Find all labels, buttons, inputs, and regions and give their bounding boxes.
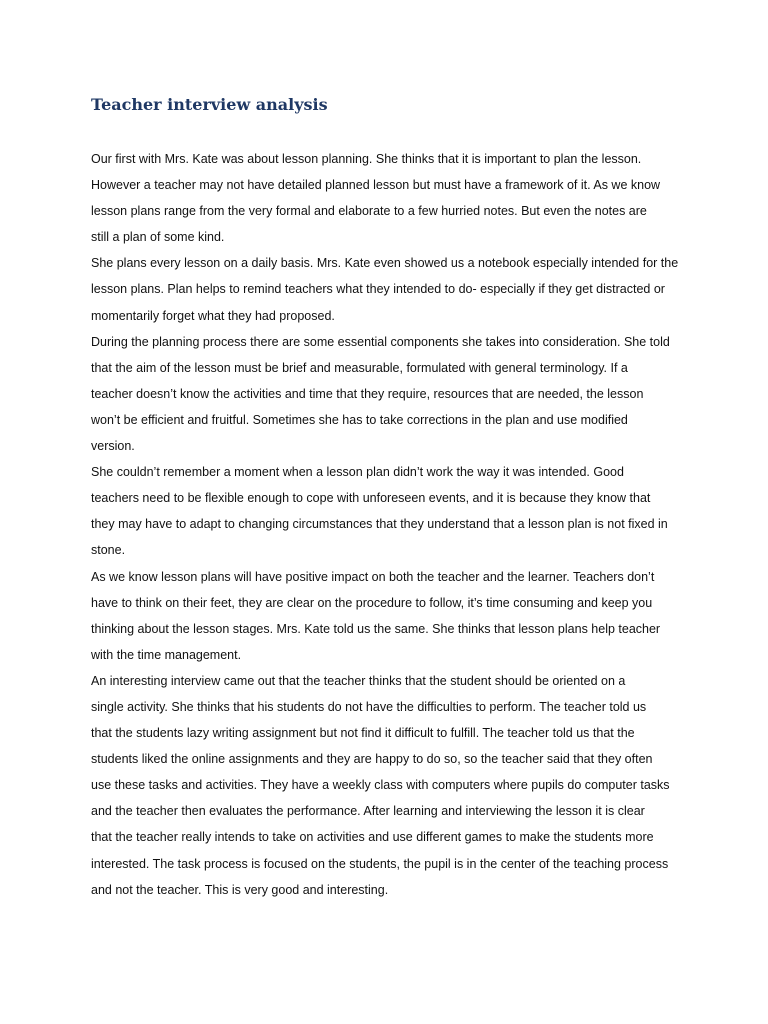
- text-line: An interesting interview came out that the teacher thinks that the student should be oriented on a: [91, 673, 626, 688]
- text-line: and not the teacher. This is very good and interesting.: [91, 882, 389, 897]
- text-line: She plans every lesson on a daily basis. Mrs. Kate even showed us a notebook especially intended for the: [91, 256, 679, 271]
- text-line: with the time management.: [91, 647, 242, 662]
- text-line: that the students lazy writing assignment but not find it difficult to fulfill. The teacher told us that the: [91, 726, 635, 741]
- text-line: stone.: [91, 543, 126, 558]
- document-title: Teacher interview analysis: [91, 95, 328, 114]
- text-line: lesson plans. Plan helps to remind teachers what they intended to do- especially if they get distracted or: [91, 282, 665, 297]
- text-line: they may have to adapt to changing circumstances that they understand that a lesson plan is not fixed in: [91, 517, 668, 532]
- text-line: that the teacher really intends to take on activities and use different games to make the students more: [91, 830, 654, 845]
- document-body: [91, 146, 691, 903]
- text-line: lesson plans range from the very formal and elaborate to a few hurried notes. But even the notes are: [91, 204, 647, 219]
- text-line: As we know lesson plans will have positive impact on both the teacher and the learner. Teachers don’t: [91, 569, 655, 584]
- text-line: single activity. She thinks that his students do not have the difficulties to perform. The teacher told us: [91, 699, 647, 714]
- text-line: still a plan of some kind.: [91, 230, 225, 245]
- text-line: and the teacher then evaluates the performance. After learning and interviewing the lesson it is clear: [91, 804, 645, 819]
- text-line: teachers need to be flexible enough to cope with unforeseen events, and it is because they know that: [91, 491, 651, 506]
- text-line: She couldn’t remember a moment when a lesson plan didn’t work the way it was intended. Good: [91, 465, 624, 480]
- text-line: version.: [91, 439, 135, 454]
- text-line: Our first with Mrs. Kate was about lesson planning. She thinks that it is important to plan the lesson.: [91, 152, 642, 166]
- text-line: During the planning process there are some essential components she takes into consideration. She told: [91, 334, 670, 349]
- text-line: However a teacher may not have detailed planned lesson but must have a framework of it. As we know: [91, 178, 661, 193]
- text-line: won’t be efficient and fruitful. Sometimes she has to take corrections in the plan and use modified: [91, 412, 628, 427]
- text-line: momentarily forget what they had proposed.: [91, 308, 335, 323]
- text-line: have to think on their feet, they are clear on the procedure to follow, it’s time consuming and keep you: [91, 595, 653, 610]
- text-line: use these tasks and activities. They have a weekly class with computers where pupils do computer tasks: [91, 778, 670, 793]
- text-line: teacher doesn’t know the activities and time that they require, resources that are needed, the lesson: [91, 386, 644, 401]
- text-line: students liked the online assignments and they are happy to do so, so the teacher said that they often: [91, 752, 653, 767]
- text-line: that the aim of the lesson must be brief and measurable, formulated with general terminology. If a: [91, 360, 628, 375]
- text-line: interested. The task process is focused on the students, the pupil is in the center of the teaching process: [91, 856, 669, 871]
- text-line: thinking about the lesson stages. Mrs. Kate told us the same. She thinks that lesson plans help teacher: [91, 621, 661, 636]
